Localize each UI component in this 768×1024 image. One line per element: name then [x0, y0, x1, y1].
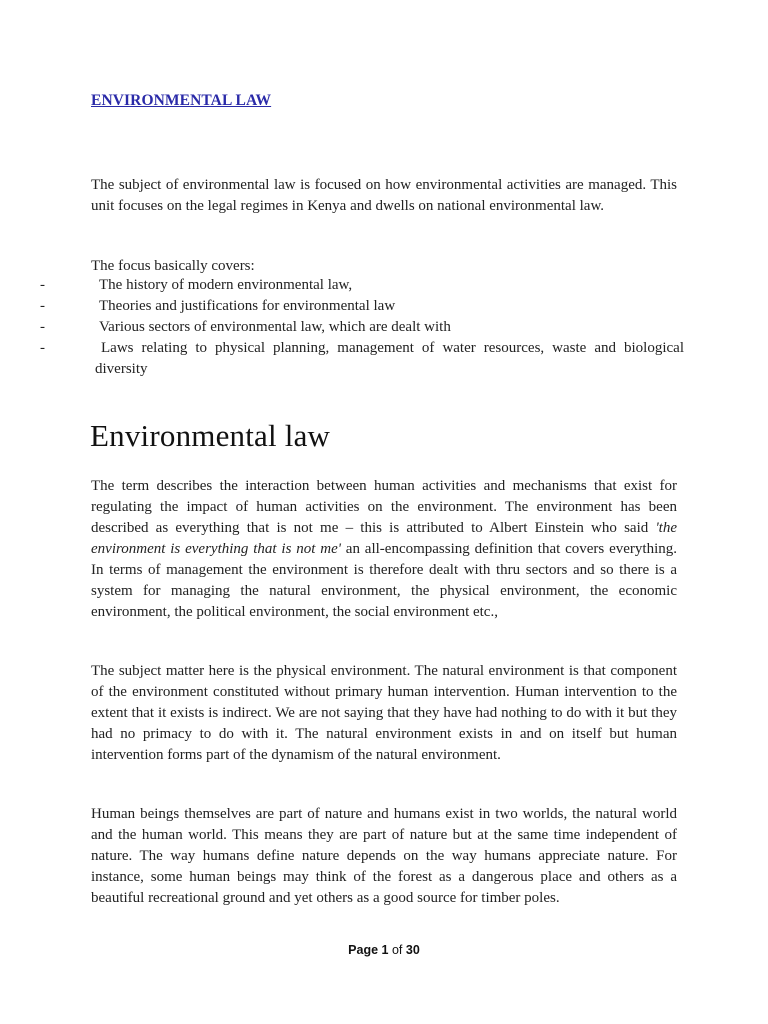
- bullet-marker: -: [40, 298, 45, 314]
- list-item: [40, 338, 684, 380]
- page-word: Page: [348, 943, 379, 957]
- paragraph-definition-text-a: The term describes the interaction between human activities and mechanisms that exist for regulating the impact of human activities on the environment. The environment has been described as everything that is not me – this is attributed to Albert Einstein who said: [91, 478, 677, 536]
- bullet-text: Various sectors of environmental law, which are dealt with: [99, 319, 451, 335]
- bullet-marker: -: [40, 340, 45, 356]
- list-item: [40, 296, 680, 317]
- page-footer: [0, 943, 768, 957]
- section-heading-link[interactable]: ENVIRONMENTAL LAW: [91, 92, 272, 109]
- paragraph-definition: [91, 476, 677, 623]
- of-word: of: [391, 943, 403, 957]
- bullet-text: Theories and justifications for environmental law: [99, 298, 396, 314]
- paragraph-definition-text-b: an all-encompassing definition that covers everything. In terms of management the environment is therefore dealt with thru sectors and so there is a system for managing the natural environment, the physical environment, the economic environment, the political environment, the social environment etc.,: [91, 541, 677, 620]
- bullet-text-wrapping: Laws relating to physical planning, management of water resources, waste and biological diversity: [95, 340, 684, 377]
- total-pages: 30: [405, 943, 420, 957]
- bullet-marker: -: [40, 277, 45, 293]
- bullet-text: The history of modern environmental law,: [99, 277, 353, 293]
- einstein-quote: 'the environment is everything that is not me': [91, 520, 677, 557]
- paragraph-physical-environment: The subject matter here is the physical environment. The natural environment is that component of the environment constituted without primary human intervention. Human intervention to the extent that it exists is indirect. We are not saying that they have had nothing to do with it but they had no primacy to do with it. The natural environment exists in and on itself but human intervention forms part of the dynamism of the natural environment.: [91, 663, 677, 763]
- bullet-marker: -: [40, 319, 45, 335]
- list-item: [40, 317, 680, 338]
- intro-paragraph: The subject of environmental law is focused on how environmental activities are managed. This unit focuses on the legal regimes in Kenya and dwells on national environmental law.: [91, 177, 677, 214]
- focus-bullet-list: [40, 275, 684, 380]
- paragraph-human-beings: Human beings themselves are part of nature and humans exist in two worlds, the natural world and the human world. This means they are part of nature but at the same time independent of nature. The way humans define nature depends on the way humans appreciate nature. For instance, some human beings may think of the forest as a dangerous place and others as a beautiful recreational ground and yet others as a good source for timber poles.: [91, 806, 677, 906]
- list-item: [40, 275, 680, 296]
- focus-label: The focus basically covers:: [91, 258, 255, 274]
- page-number: 1: [381, 943, 389, 957]
- main-title: Environmental law: [90, 418, 331, 453]
